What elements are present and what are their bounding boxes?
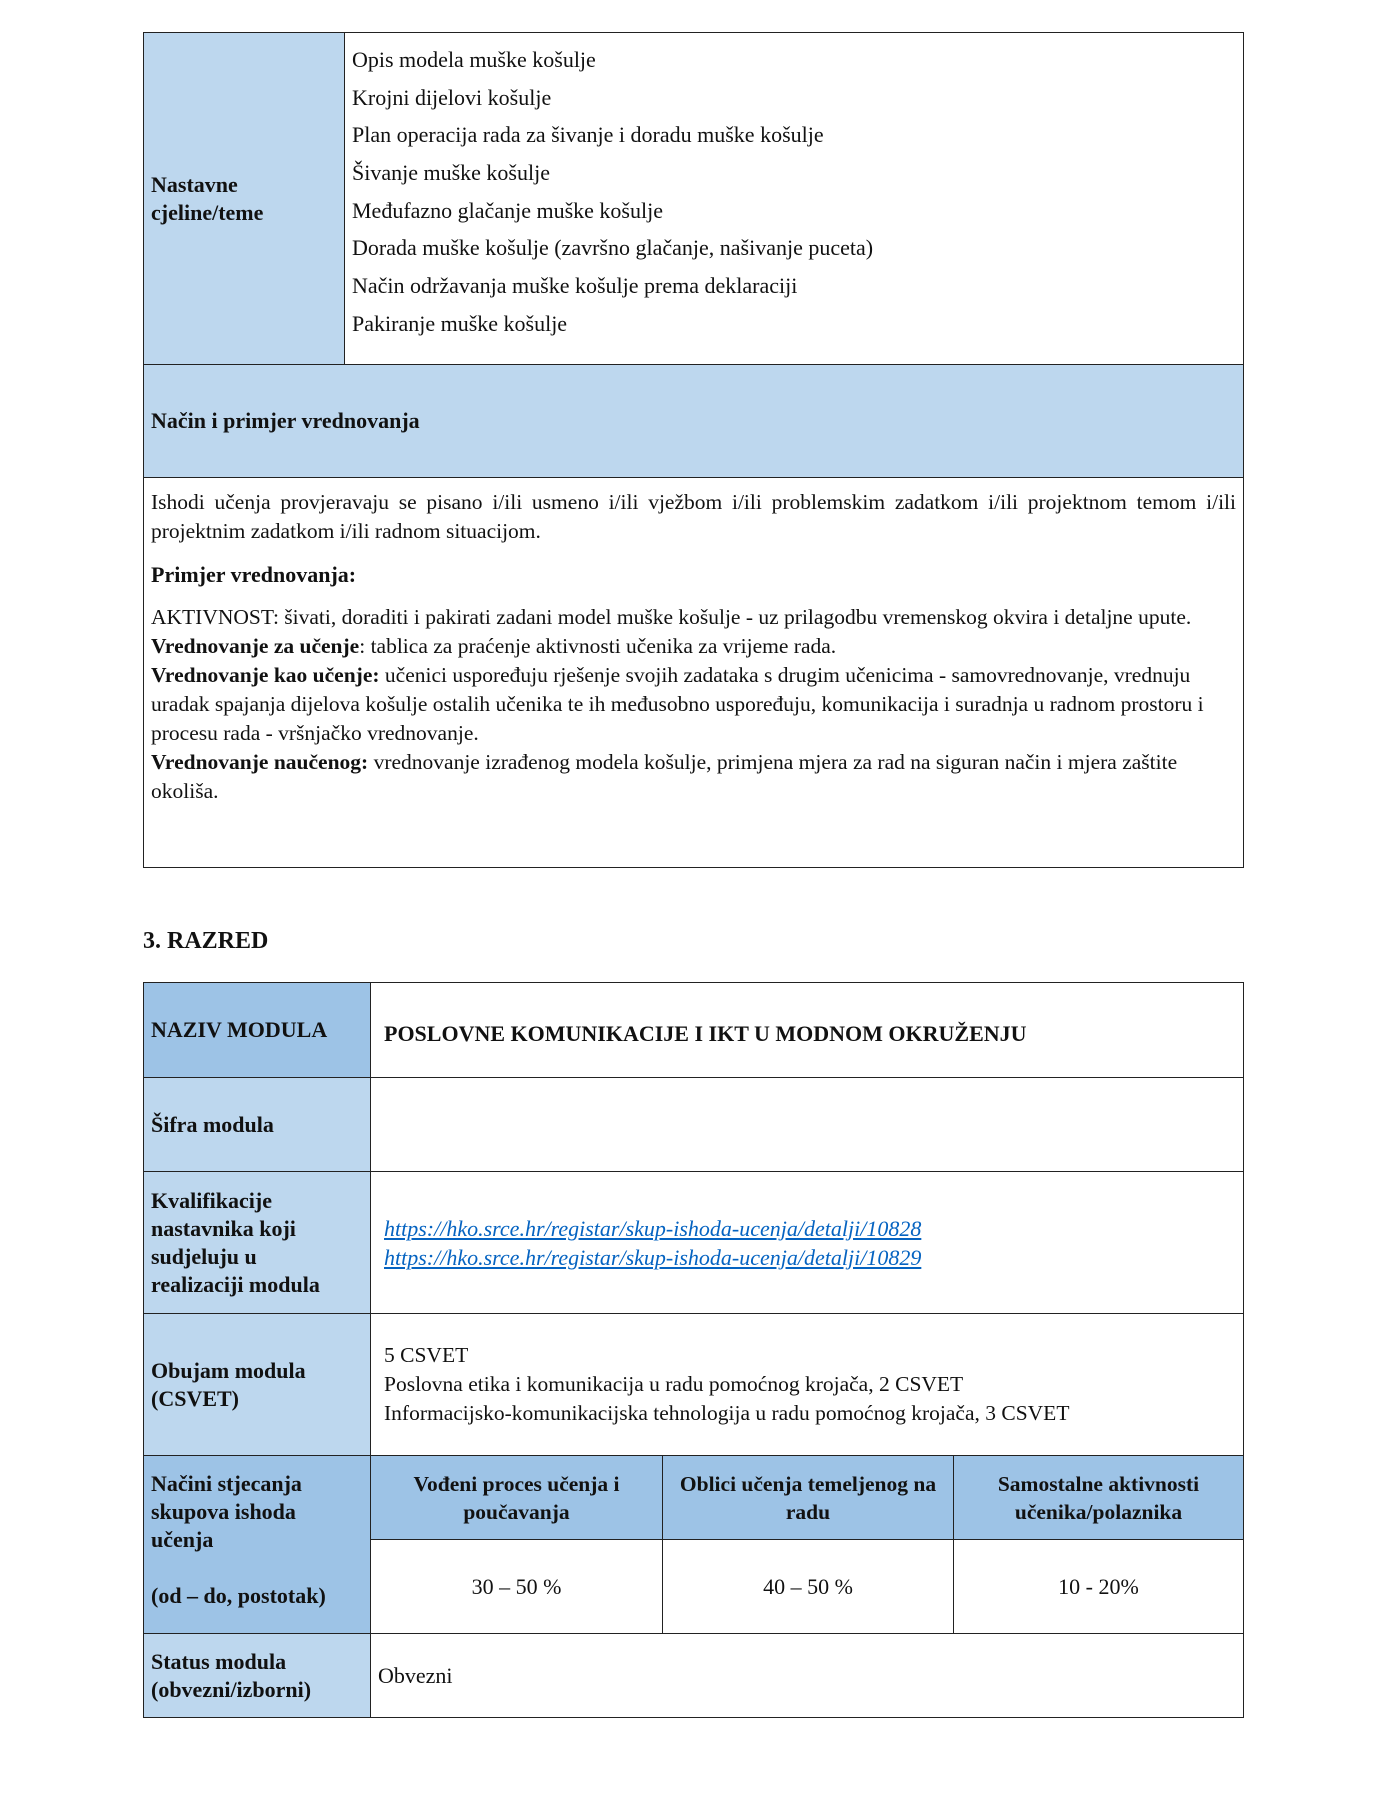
acquisition-label-cell (144, 1456, 371, 1634)
evaluation-item-label: Vrednovanje naučenog: (151, 750, 369, 774)
topic-item: Opis modela muške košulje (352, 47, 596, 72)
column-header-text: Samostalne aktivnosti učenika/polaznika (997, 1471, 1200, 1524)
evaluation-item (151, 748, 1236, 806)
module-code-label: Šifra modula (151, 1111, 274, 1137)
curriculum-table-topics (143, 32, 1244, 868)
acquisition-column-header (954, 1456, 1243, 1540)
activity-text: AKTIVNOST: šivati, doraditi i pakirati zadani model muške košulje - uz prilagodbu vremenskog okvira i detaljne upute. (151, 605, 1192, 629)
topic-item: Krojni dijelovi košulje (352, 84, 552, 110)
evaluation-item-text: tablica za praćenje aktivnosti učenika za vrijeme rada. (370, 634, 837, 658)
status-value: Obvezni (378, 1662, 453, 1688)
status-label: Status modula (obvezni/izborni) (151, 1648, 312, 1702)
module-code-value-cell (371, 1078, 1243, 1172)
topics-list-cell (345, 33, 1243, 365)
acquisition-column-value (371, 1540, 663, 1634)
column-value-text: 30 – 50 % (471, 1573, 562, 1599)
volume-lines (384, 1341, 1104, 1428)
evaluation-item-label: Vrednovanje kao učenje: (151, 663, 380, 687)
status-value-cell (371, 1634, 1243, 1717)
evaluation-item-text: učenici uspoređuju rješenje svojih zadataka s drugim učenicima - samovrednovanje, vrednuju uradak spajanja dijelova košulje ostalih učenika te ih međusobno uspoređuju, komunikacija i suradnja u radnom prostoru i procesu rada - vršnjačko vrednovanje. (151, 663, 1204, 745)
acquisition-sublabel: (od – do, postotak) (151, 1583, 326, 1608)
qualifications-label-cell (144, 1172, 371, 1314)
evaluation-item-text: vrednovanje izrađenog modela košulje, primjena mjera za rad na siguran način i mjera zaštite okoliša. (151, 750, 1178, 803)
topic-item: Međufazno glačanje muške košulje (352, 197, 663, 223)
volume-line: 5 CSVET (384, 1343, 469, 1367)
topic-item: Šivanje muške košulje (352, 160, 550, 186)
qualification-link[interactable]: https://hko.srce.hr/registar/skup-ishoda-ucenja/detalji/10828 (384, 1215, 922, 1241)
module-name-label-cell (144, 983, 371, 1078)
evaluation-header: Način i primjer vrednovanja (151, 408, 420, 433)
column-header-text: Vođeni proces učenja i poučavanja (413, 1471, 620, 1524)
module-table (143, 982, 1244, 1718)
column-value-text: 40 – 50 % (763, 1573, 853, 1599)
module-name-label: NAZIV MODULA (151, 1017, 328, 1042)
topic-item: Pakiranje muške košulje (352, 310, 568, 336)
volume-label-cell (144, 1314, 371, 1456)
evaluation-body-cell (144, 478, 1243, 868)
volume-value-cell (371, 1314, 1243, 1456)
acquisition-column-value (954, 1540, 1243, 1634)
acquisition-label: Načini stjecanja skupova ishoda učenja (151, 1471, 302, 1552)
volume-line: Informacijsko-komunikacijska tehnologija u radu pomoćnog krojača, 3 CSVET (384, 1401, 1070, 1425)
column-value-text: 10 - 20% (1058, 1573, 1139, 1599)
module-code-label-cell (144, 1078, 371, 1172)
qualification-link[interactable]: https://hko.srce.hr/registar/skup-ishoda-ucenja/detalji/10829 (384, 1244, 922, 1270)
qualifications-label: Kvalifikacije nastavnika koji sudjeluju u realizaciji modula (151, 1187, 320, 1297)
module-name-value-cell (371, 983, 1243, 1078)
evaluation-item (151, 632, 1236, 661)
topics-label: Nastavne cjeline/teme (151, 171, 264, 225)
evaluation-item (151, 661, 1236, 748)
column-header-text: Oblici učenja temeljenog na radu (679, 1471, 937, 1524)
evaluation-header-cell (144, 365, 1243, 478)
module-name-value: POSLOVNE KOMUNIKACIJE I IKT U MODNOM OKRUŽENJU (384, 1021, 1027, 1046)
acquisition-column-header (371, 1456, 663, 1540)
section-heading: 3. RAZRED (143, 928, 269, 954)
qualifications-links (384, 1214, 921, 1272)
topic-item: Plan operacija rada za šivanje i doradu muške košulje (352, 122, 824, 148)
topics-label-cell (144, 33, 345, 365)
acquisition-column-value (663, 1540, 954, 1634)
topic-item: Način održavanja muške košulje prema deklaraciji (352, 273, 798, 299)
evaluation-intro: Ishodi učenja provjeravaju se pisano i/ili usmeno i/ili vježbom i/ili problemskim zadatkom i/ili projektnom temom i/ili projektnim zadatkom i/ili radnom situacijom. (151, 490, 1236, 543)
status-label-cell (144, 1634, 371, 1717)
topic-item: Dorada muške košulje (završno glačanje, našivanje puceta) (352, 235, 874, 261)
acquisition-column-header (663, 1456, 954, 1540)
volume-label: Obujam modula (CSVET) (151, 1357, 306, 1411)
qualifications-value-cell (371, 1172, 1243, 1314)
volume-line: Poslovna etika i komunikacija u radu pomoćnog krojača, 2 CSVET (384, 1372, 964, 1396)
example-heading: Primjer vrednovanja: (151, 562, 357, 587)
separator: : (359, 634, 371, 658)
evaluation-item-label: Vrednovanje za učenje (151, 634, 360, 658)
